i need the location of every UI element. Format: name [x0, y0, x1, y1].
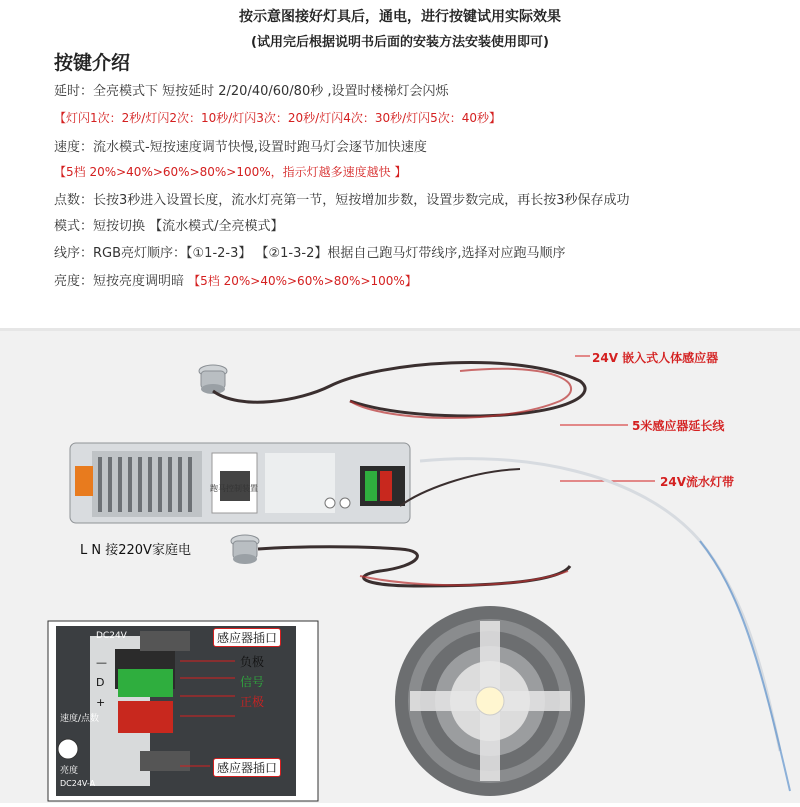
sensor-bottom-icon: [231, 535, 259, 564]
sensor-label: 24V 嵌入式人体感应器: [592, 351, 719, 365]
positive-label: 正极: [240, 695, 265, 709]
brightness-device-text: 亮度: [60, 766, 79, 776]
d-terminal-text: D: [96, 676, 105, 689]
instructions-panel: [0, 0, 800, 325]
sensor-port-label-2: 感应器插口: [213, 758, 281, 777]
wiring-illustration: [0, 331, 800, 803]
sensor-top-icon: [199, 365, 227, 394]
signal-label: 信号: [240, 675, 265, 689]
minus-terminal-text: —: [96, 656, 107, 669]
brightness-line: [54, 270, 417, 289]
speed-line: 速度：流水模式-短按速度调节快慢,设置时跑马灯会逐节加快速度: [54, 140, 427, 155]
header-line-1: 按示意图接好灯具后，通电，进行按键试用实际效果: [239, 9, 561, 25]
plus-terminal-text: +: [96, 696, 106, 709]
strip-label: 24V流水灯带: [660, 475, 734, 489]
extension-label: 5米感应器延长线: [632, 419, 725, 433]
wire-order-line: 线序：RGB亮灯顺序：【①1-2-3】 【②1-3-2】根据自己跑马灯带线序,选择对应跑马顺序: [54, 246, 566, 261]
speed-options: 【5档 20%>40%>60%>80%>100%，指示灯越多速度越快 】: [54, 165, 407, 179]
power-label: L N 接220V家庭电: [80, 543, 191, 558]
speed-points-text: 速度/点数: [60, 714, 100, 724]
brand-text: 跑马控制装置: [210, 484, 258, 493]
dc24v-a-text: DC24V-A: [60, 779, 96, 788]
dc24v-text: DC24V: [96, 631, 127, 641]
header-line-2: (试用完后根据说明书后面的安装方法安装使用即可): [251, 35, 549, 50]
delay-line: 延时：全亮模式下 短按延时 2/20/40/60/80秒 ,设置时楼梯灯会闪烁: [54, 84, 449, 99]
led-strip-reel: [395, 606, 585, 796]
wiring-diagram: [0, 328, 800, 803]
sensor-port-label-1: 感应器插口: [213, 628, 281, 647]
delay-options: 【灯闪1次：2秒/灯闪2次：10秒/灯闪3次：20秒/灯闪4次：30秒/灯闪5次：40秒】: [54, 111, 502, 125]
negative-label: 负极: [240, 655, 265, 669]
brightness-text: 亮度：短按亮度调明暗: [54, 274, 185, 289]
brightness-options: 【5档 20%>40%>60%>80%>100%】: [188, 274, 417, 288]
section-title: 按键介绍: [54, 52, 131, 74]
points-line: 点数：长按3秒进入设置长度，流水灯亮第一节，短按增加步数，设置步数完成，再长按3秒保存成功: [54, 193, 630, 208]
mode-line: 模式：短按切换 【流水模式/全亮模式】: [54, 219, 284, 234]
